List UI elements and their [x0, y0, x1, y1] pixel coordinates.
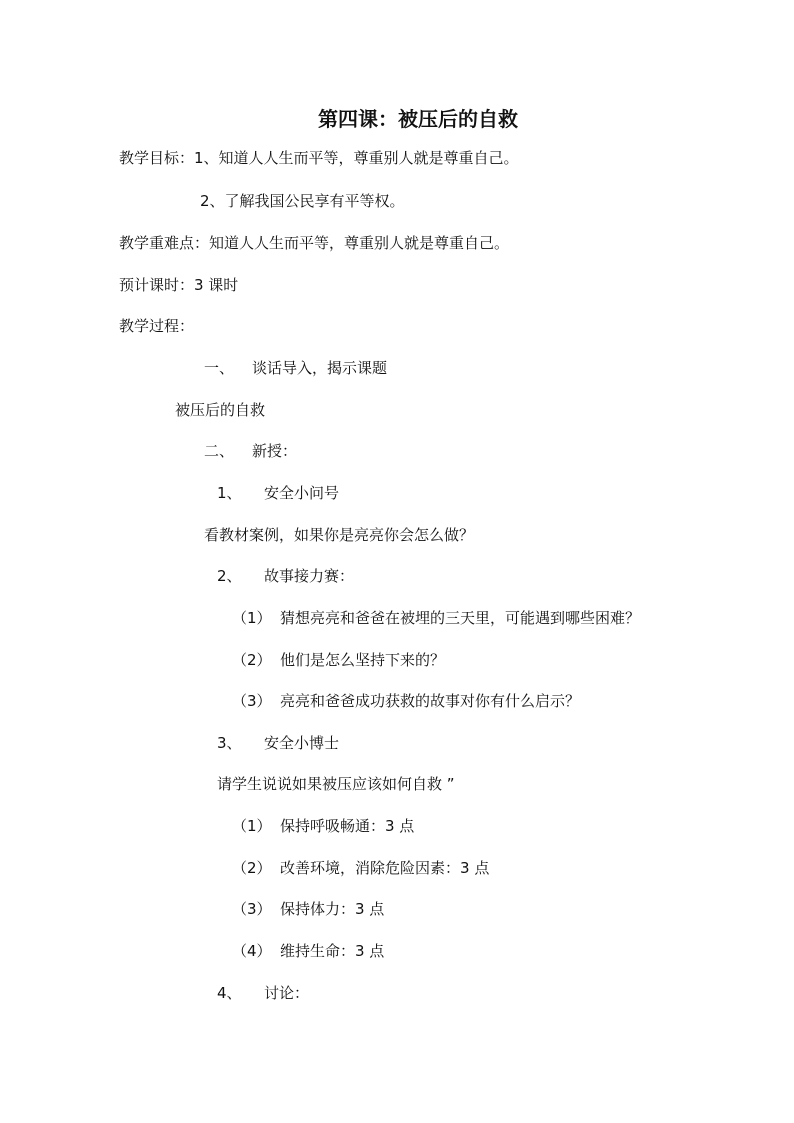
step1-marker: 1、: [217, 484, 242, 502]
step2-subitem-text: 亮亮和爸爸成功获救的故事对你有什么启示？: [280, 692, 581, 710]
step1-text: 看教材案例，如果你是亮亮你会怎么做？: [204, 526, 475, 544]
part2-marker: 二、: [204, 442, 235, 460]
process-label: 教学过程：: [119, 317, 195, 335]
step3-subitem-text: 保持呼吸畅通：3 点: [280, 817, 415, 835]
step3-marker: 3、: [217, 734, 242, 752]
step2-marker: 2、: [217, 567, 242, 585]
step3-subitem-marker: （4）: [232, 942, 272, 960]
step1-heading: 安全小问号: [264, 484, 340, 502]
step3-subitem-text: 维持生命：3 点: [280, 942, 385, 960]
step2-subitem-marker: （3）: [232, 692, 272, 710]
goal-item-2: 2、了解我国公民享有平等权。: [200, 192, 405, 210]
goal-item-1: 1、知道人人生而平等，尊重别人就是尊重自己。: [194, 149, 519, 167]
step3-subitem-marker: （2）: [232, 859, 272, 877]
step2-subitem-marker: （1）: [232, 609, 272, 627]
step3-subitem-marker: （1）: [232, 817, 272, 835]
step2-subitem-text: 他们是怎么坚持下来的？: [280, 651, 446, 669]
step4-marker: 4、: [217, 984, 242, 1002]
step4-heading: 讨论：: [264, 984, 310, 1002]
planned-hours: 预计课时：3 课时: [119, 276, 239, 294]
step3-subitem-marker: （3）: [232, 900, 272, 918]
step2-subitem-marker: （2）: [232, 651, 272, 669]
part1-heading: 谈话导入，揭示课题: [252, 359, 388, 377]
step2-heading: 故事接力赛：: [264, 567, 355, 585]
part2-heading: 新授：: [252, 442, 298, 460]
goals-line-1: [119, 148, 519, 168]
key-points: 教学重难点：知道人人生而平等，尊重别人就是尊重自己。: [119, 234, 510, 252]
step3-subitem-text: 改善环境，消除危险因素：3 点: [280, 859, 490, 877]
step2-subitem-text: 猜想亮亮和爸爸在被埋的三天里，可能遇到哪些困难？: [280, 609, 641, 627]
goals-label: 教学目标：: [119, 149, 195, 167]
step3-text: 请学生说说如果被压应该如何自救 ”: [217, 775, 455, 793]
part1-text: 被压后的自救: [175, 401, 266, 419]
step3-heading: 安全小博士: [264, 734, 340, 752]
step3-subitem-text: 保持体力：3 点: [280, 900, 385, 918]
part1-marker: 一、: [204, 359, 235, 377]
lesson-title: 第四课：被压后的自救: [318, 107, 518, 131]
